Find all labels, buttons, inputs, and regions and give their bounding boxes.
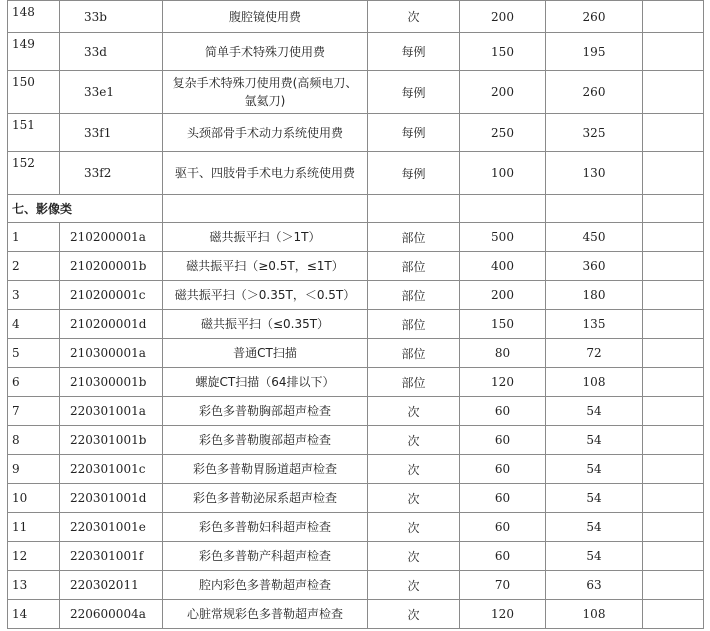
note-cell	[643, 426, 704, 455]
item-name: 彩色多普勒胃肠道超声检查	[163, 455, 368, 484]
price-original: 60	[460, 426, 546, 455]
note-cell	[643, 455, 704, 484]
item-code: 210200001b	[60, 252, 163, 281]
price-adjusted: 325	[546, 114, 643, 152]
price-original: 120	[460, 368, 546, 397]
row-number: 12	[8, 542, 60, 571]
note-cell	[643, 310, 704, 339]
row-number: 14	[8, 600, 60, 629]
item-name: 彩色多普勒腹部超声检查	[163, 426, 368, 455]
item-unit: 次	[368, 397, 460, 426]
item-unit: 部位	[368, 281, 460, 310]
price-original: 400	[460, 252, 546, 281]
price-original: 200	[460, 71, 546, 114]
item-code: 210200001d	[60, 310, 163, 339]
item-code: 33f2	[60, 152, 163, 195]
item-name: 腔内彩色多普勒超声检查	[163, 571, 368, 600]
note-cell	[643, 223, 704, 252]
item-unit: 次	[368, 426, 460, 455]
fee-table	[7, 0, 704, 629]
row-number: 149	[8, 33, 60, 71]
price-adjusted: 63	[546, 571, 643, 600]
item-name: 头颈部骨手术动力系统使用费	[163, 114, 368, 152]
item-name: 腹腔镜使用费	[163, 1, 368, 33]
row-number: 152	[8, 152, 60, 195]
item-code: 33f1	[60, 114, 163, 152]
empty-cell	[163, 195, 368, 223]
note-cell	[643, 339, 704, 368]
note-cell	[643, 542, 704, 571]
price-adjusted: 360	[546, 252, 643, 281]
table-row	[8, 426, 704, 455]
row-number: 8	[8, 426, 60, 455]
price-adjusted: 450	[546, 223, 643, 252]
empty-cell	[643, 195, 704, 223]
item-code: 220301001b	[60, 426, 163, 455]
item-unit: 次	[368, 571, 460, 600]
item-name: 简单手术特殊刀使用费	[163, 33, 368, 71]
item-code: 33b	[60, 1, 163, 33]
price-original: 60	[460, 397, 546, 426]
item-code: 210200001c	[60, 281, 163, 310]
table-row	[8, 397, 704, 426]
item-name: 磁共振平扫（＞1T）	[163, 223, 368, 252]
item-code: 210300001a	[60, 339, 163, 368]
item-unit: 部位	[368, 310, 460, 339]
empty-cell	[368, 195, 460, 223]
row-number: 7	[8, 397, 60, 426]
price-original: 60	[460, 455, 546, 484]
item-code: 220301001f	[60, 542, 163, 571]
table-row	[8, 281, 704, 310]
row-number: 148	[8, 1, 60, 33]
item-name: 彩色多普勒胸部超声检查	[163, 397, 368, 426]
item-code: 33d	[60, 33, 163, 71]
price-adjusted: 135	[546, 310, 643, 339]
item-unit: 次	[368, 484, 460, 513]
row-number: 5	[8, 339, 60, 368]
table-row	[8, 223, 704, 252]
row-number: 10	[8, 484, 60, 513]
note-cell	[643, 1, 704, 33]
price-original: 60	[460, 513, 546, 542]
item-name: 彩色多普勒妇科超声检查	[163, 513, 368, 542]
note-cell	[643, 513, 704, 542]
item-code: 33e1	[60, 71, 163, 114]
price-adjusted: 260	[546, 1, 643, 33]
row-number: 151	[8, 114, 60, 152]
price-adjusted: 260	[546, 71, 643, 114]
item-code: 220600004a	[60, 600, 163, 629]
price-adjusted: 54	[546, 542, 643, 571]
item-unit: 次	[368, 455, 460, 484]
fee-schedule-sheet	[7, 0, 703, 629]
row-number: 3	[8, 281, 60, 310]
item-code: 220301001c	[60, 455, 163, 484]
price-adjusted: 180	[546, 281, 643, 310]
item-name: 心脏常规彩色多普勒超声检查	[163, 600, 368, 629]
table-row	[8, 484, 704, 513]
empty-cell	[460, 195, 546, 223]
price-adjusted: 54	[546, 455, 643, 484]
item-unit: 每例	[368, 114, 460, 152]
item-unit: 部位	[368, 339, 460, 368]
note-cell	[643, 252, 704, 281]
item-name: 磁共振平扫（≤0.35T）	[163, 310, 368, 339]
price-original: 250	[460, 114, 546, 152]
table-row	[8, 33, 704, 71]
item-unit: 部位	[368, 252, 460, 281]
price-adjusted: 54	[546, 397, 643, 426]
price-original: 80	[460, 339, 546, 368]
table-row	[8, 152, 704, 195]
price-adjusted: 54	[546, 426, 643, 455]
row-number: 13	[8, 571, 60, 600]
item-unit: 每例	[368, 71, 460, 114]
note-cell	[643, 33, 704, 71]
section-title: 七、影像类	[8, 195, 163, 223]
item-code: 210300001b	[60, 368, 163, 397]
item-unit: 次	[368, 542, 460, 571]
price-adjusted: 72	[546, 339, 643, 368]
price-original: 60	[460, 542, 546, 571]
table-row	[8, 114, 704, 152]
section-header-row	[8, 195, 704, 223]
item-unit: 每例	[368, 152, 460, 195]
price-original: 150	[460, 33, 546, 71]
empty-cell	[546, 195, 643, 223]
note-cell	[643, 368, 704, 397]
item-name: 彩色多普勒产科超声检查	[163, 542, 368, 571]
item-unit: 次	[368, 1, 460, 33]
row-number: 2	[8, 252, 60, 281]
price-original: 120	[460, 600, 546, 629]
price-adjusted: 54	[546, 484, 643, 513]
item-code: 220302011	[60, 571, 163, 600]
item-name: 驱干、四肢骨手术电力系统使用费	[163, 152, 368, 195]
item-name: 磁共振平扫（＞0.35T，＜0.5T）	[163, 281, 368, 310]
price-original: 60	[460, 484, 546, 513]
price-adjusted: 130	[546, 152, 643, 195]
item-unit: 部位	[368, 368, 460, 397]
row-number: 1	[8, 223, 60, 252]
item-code: 220301001d	[60, 484, 163, 513]
table-row	[8, 600, 704, 629]
table-row	[8, 339, 704, 368]
note-cell	[643, 152, 704, 195]
table-row	[8, 310, 704, 339]
price-adjusted: 108	[546, 600, 643, 629]
item-unit: 每例	[368, 33, 460, 71]
price-original: 500	[460, 223, 546, 252]
note-cell	[643, 484, 704, 513]
table-row	[8, 252, 704, 281]
price-original: 150	[460, 310, 546, 339]
item-code: 220301001e	[60, 513, 163, 542]
table-row	[8, 542, 704, 571]
note-cell	[643, 71, 704, 114]
note-cell	[643, 571, 704, 600]
row-number: 9	[8, 455, 60, 484]
row-number: 6	[8, 368, 60, 397]
row-number: 11	[8, 513, 60, 542]
table-row	[8, 571, 704, 600]
item-name: 螺旋CT扫描（64排以下）	[163, 368, 368, 397]
table-row	[8, 368, 704, 397]
row-number: 4	[8, 310, 60, 339]
price-adjusted: 108	[546, 368, 643, 397]
price-original: 70	[460, 571, 546, 600]
item-unit: 次	[368, 600, 460, 629]
note-cell	[643, 114, 704, 152]
item-name: 普通CT扫描	[163, 339, 368, 368]
price-original: 200	[460, 1, 546, 33]
price-adjusted: 54	[546, 513, 643, 542]
note-cell	[643, 600, 704, 629]
item-code: 210200001a	[60, 223, 163, 252]
item-unit: 次	[368, 513, 460, 542]
table-row	[8, 71, 704, 114]
note-cell	[643, 281, 704, 310]
item-name: 复杂手术特殊刀使用费(高频电刀、氩氦刀)	[163, 71, 368, 114]
table-row	[8, 1, 704, 33]
price-adjusted: 195	[546, 33, 643, 71]
item-name: 彩色多普勒泌尿系超声检查	[163, 484, 368, 513]
item-unit: 部位	[368, 223, 460, 252]
price-original: 200	[460, 281, 546, 310]
item-code: 220301001a	[60, 397, 163, 426]
item-name: 磁共振平扫（≥0.5T，≤1T）	[163, 252, 368, 281]
note-cell	[643, 397, 704, 426]
price-original: 100	[460, 152, 546, 195]
table-row	[8, 455, 704, 484]
row-number: 150	[8, 71, 60, 114]
table-row	[8, 513, 704, 542]
